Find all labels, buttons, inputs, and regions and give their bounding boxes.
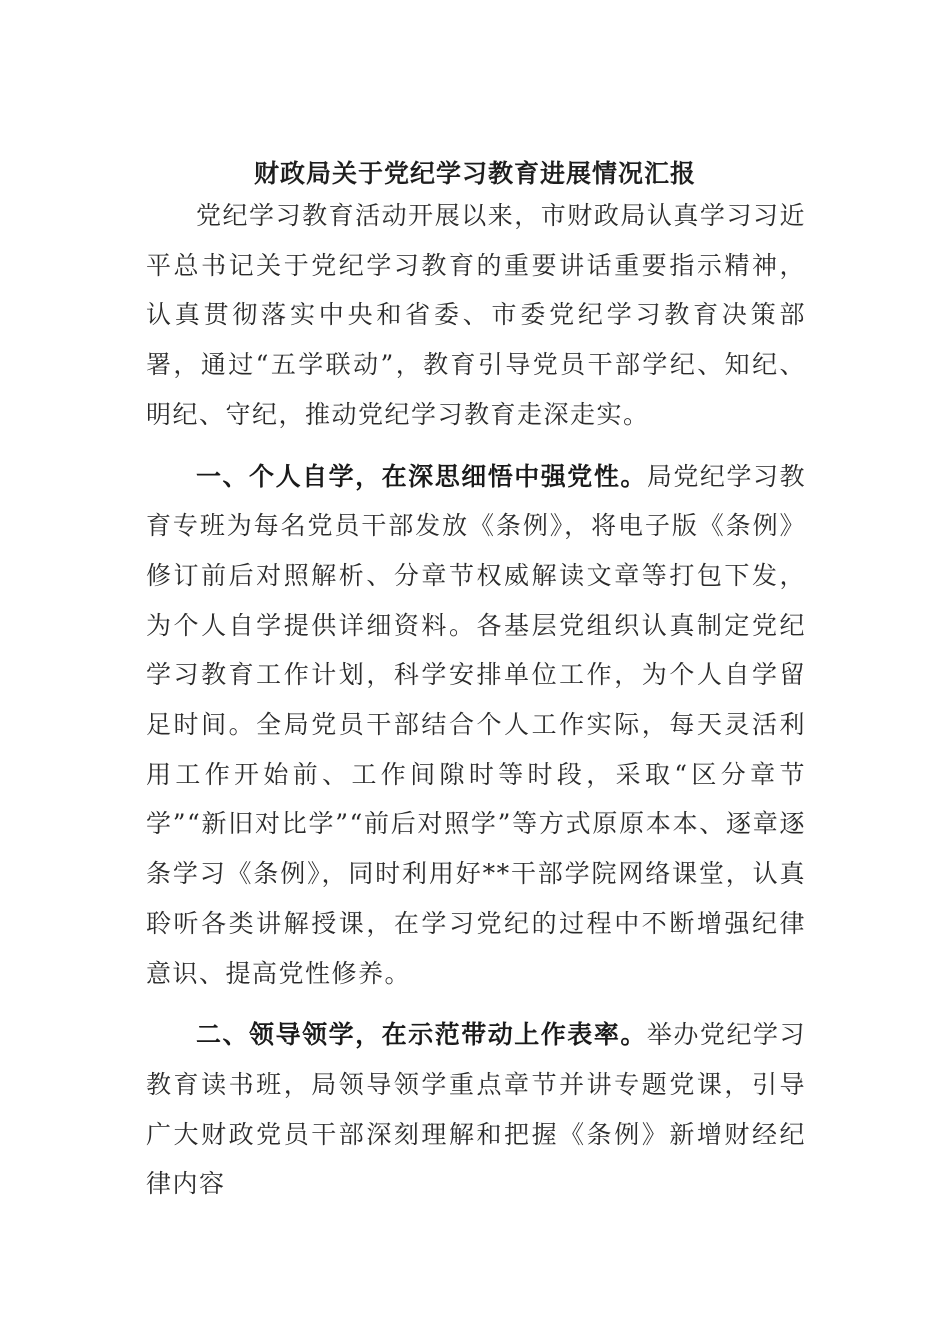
section-text-1: 局党纪学习教育专班为每名党员干部发放《条例》，将电子版《条例》修订前后对照解析、分章节权威解读文章等打包下发，为个人自学提供详细资料。各基层党组织认真制定党纪学习教育工作计划，科学安排单位工作，为个人自学留足时间。全局党员干部结合个人工作实际，每天灵活利用工作开始前、工作间隙时等时段，采取“区分章节学”“新旧对比学”“前后对照学”等方式原原本本、逐章逐条学习《条例》，同时利用好**干部学院网络课堂，认真聆听各类讲解授课，在学习党纪的过程中不断增强纪律意识、提高党性修养。 (146, 461, 806, 988)
document-body (146, 191, 806, 1221)
section-text-2: 举办党纪学习教育读书班，局领导领学重点章节并讲专题党课，引导广大财政党员干部深刻理解和把握《条例》新增财经纪律内容 (146, 1020, 806, 1199)
intro-paragraph: 党纪学习教育活动开展以来，市财政局认真学习习近平总书记关于党纪学习教育的重要讲话重要指示精神，认真贯彻落实中央和省委、市委党纪学习教育决策部署，通过“五学联动”，教育引导党员干部学纪、知纪、明纪、守纪，推动党纪学习教育走深走实。 (146, 201, 806, 429)
section-heading-2: 二、领导领学，在示范带动上作表率。 (196, 1020, 647, 1050)
section-heading-1: 一、个人自学，在深思细悟中强党性。 (196, 461, 647, 491)
section-paragraph-1 (146, 452, 806, 999)
document-title: 财政局关于党纪学习教育进展情况汇报 (253, 159, 696, 188)
section-paragraph-2 (146, 1010, 806, 1209)
